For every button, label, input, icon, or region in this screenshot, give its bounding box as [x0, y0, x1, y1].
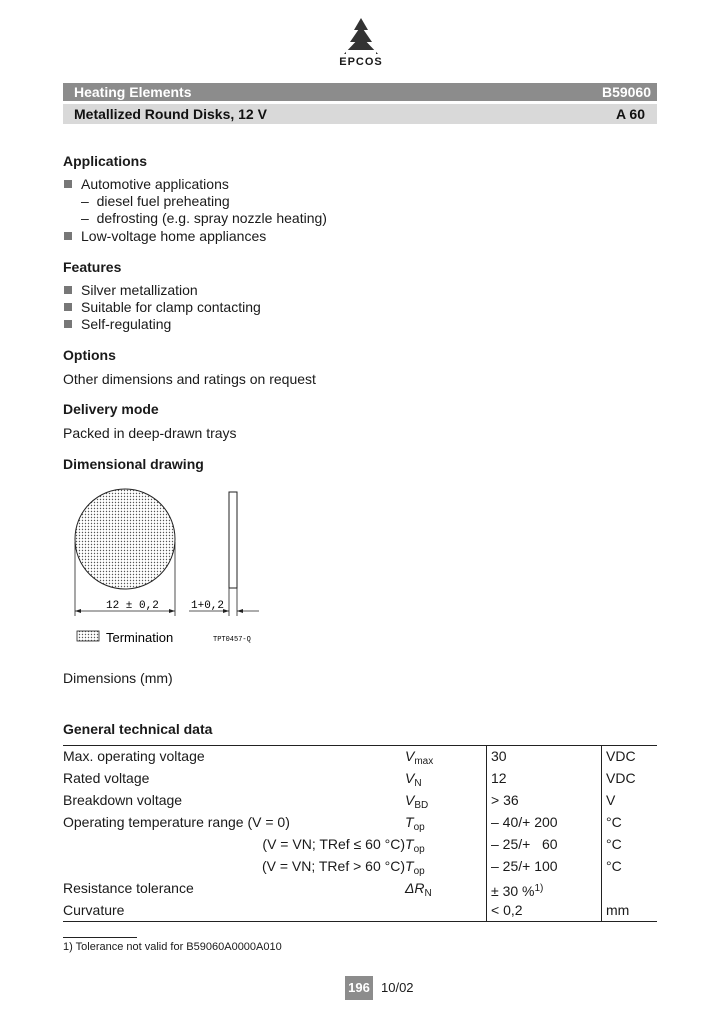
bullet-icon [64, 303, 72, 311]
value-cell: ± 30 %$^{1)}$ [487, 880, 602, 902]
table-row [63, 770, 657, 792]
symbol-cell: $T_{op}$ [405, 814, 425, 833]
disk-side-view [229, 492, 237, 588]
logo-text: EPCOS [339, 56, 383, 68]
thickness-label: 1+0,2 [191, 600, 225, 612]
options-heading: Options [63, 347, 116, 363]
unit-cell: °C [602, 814, 658, 836]
symbol-cell [405, 902, 487, 922]
header-code: A 60 [615, 106, 645, 122]
value-cell: > 36 [487, 792, 602, 814]
unit-cell: mm [602, 902, 658, 922]
subheader-band [63, 104, 657, 124]
application-item: Automotive applications [81, 176, 229, 192]
param-cell: Max. operating voltage [63, 746, 405, 771]
bullet-icon [64, 180, 72, 188]
symbol-cell: $V_{BD}$ [405, 792, 429, 811]
header-subtitle: Metallized Round Disks, 12 V [74, 106, 267, 122]
unit-cell: °C [602, 836, 658, 858]
param-cell: Breakdown voltage [63, 792, 183, 808]
application-item: Low-voltage home appliances [81, 228, 267, 244]
drawing-ref: TPT0457-Q [213, 636, 251, 644]
value-cell: – 25/+ 60 [487, 836, 602, 858]
param-cell: Curvature [63, 902, 405, 922]
technical-heading: General technical data [63, 721, 213, 737]
bullet-icon [64, 286, 72, 294]
value-cell: – 40/+ 200 [487, 814, 602, 836]
symbol-cell: $T_{op}$ [405, 858, 425, 877]
header-band [63, 83, 657, 101]
bullet-icon [64, 232, 72, 240]
table-row [63, 814, 657, 836]
feature-item: Silver metallization [81, 282, 198, 298]
legend-termination: Termination [106, 630, 174, 645]
part-number: B59060 [601, 84, 651, 100]
value-cell: 12 [487, 770, 602, 792]
param-cell: Operating temperature range (V = 0) [63, 814, 290, 830]
header-title: Heating Elements [74, 84, 192, 100]
value-cell: < 0,2 [487, 902, 602, 922]
table-row [63, 836, 657, 858]
footnote: 1) Tolerance not valid for B59060A0000A010 [63, 941, 282, 953]
table-row [63, 858, 657, 880]
footnote-divider [63, 937, 137, 938]
param-cell: Resistance tolerance [63, 880, 194, 896]
param-cell: (V = VN; TRef > 60 °C) [261, 858, 405, 874]
drawing-heading: Dimensional drawing [63, 456, 204, 472]
dimensional-drawing [63, 480, 283, 660]
symbol-cell: $V_{max}$ [405, 746, 487, 771]
delivery-text: Packed in deep-drawn trays [63, 425, 237, 441]
unit-cell [602, 880, 658, 902]
table-row [63, 902, 657, 922]
options-text: Other dimensions and ratings on request [63, 371, 316, 387]
value-cell: – 25/+ 100 [487, 858, 602, 880]
termination-swatch [77, 631, 99, 641]
diameter-label: 12 ± 0,2 [106, 600, 159, 612]
technical-data-table [63, 745, 657, 922]
application-subitem: – diesel fuel preheating [81, 193, 230, 209]
dimensions-caption: Dimensions (mm) [63, 670, 173, 686]
table-row [63, 880, 657, 902]
applications-heading: Applications [63, 153, 148, 169]
features-heading: Features [63, 259, 122, 275]
application-subitem: – defrosting (e.g. spray nozzle heating) [81, 210, 327, 226]
value-cell: 30 [487, 746, 602, 771]
page-number: 196 [345, 976, 373, 1000]
table-row [63, 746, 657, 771]
unit-cell: °C [602, 858, 658, 880]
disk-front-view [75, 489, 175, 589]
unit-cell: VDC [602, 770, 658, 792]
feature-item: Self-regulating [81, 316, 172, 332]
unit-cell: VDC [602, 746, 658, 771]
feature-item: Suitable for clamp contacting [81, 299, 261, 315]
param-cell: (V = VN; TRef ≤ 60 °C) [262, 836, 405, 852]
delivery-heading: Delivery mode [63, 401, 159, 417]
symbol-cell: $V_N$ [405, 770, 422, 789]
symbol-cell: $\Delta R_N$ [405, 880, 432, 899]
param-cell: Rated voltage [63, 770, 150, 786]
symbol-cell: $T_{op}$ [405, 836, 425, 855]
issue-date: 10/02 [381, 980, 414, 995]
bullet-icon [64, 320, 72, 328]
unit-cell: V [602, 792, 658, 814]
table-row [63, 792, 657, 814]
